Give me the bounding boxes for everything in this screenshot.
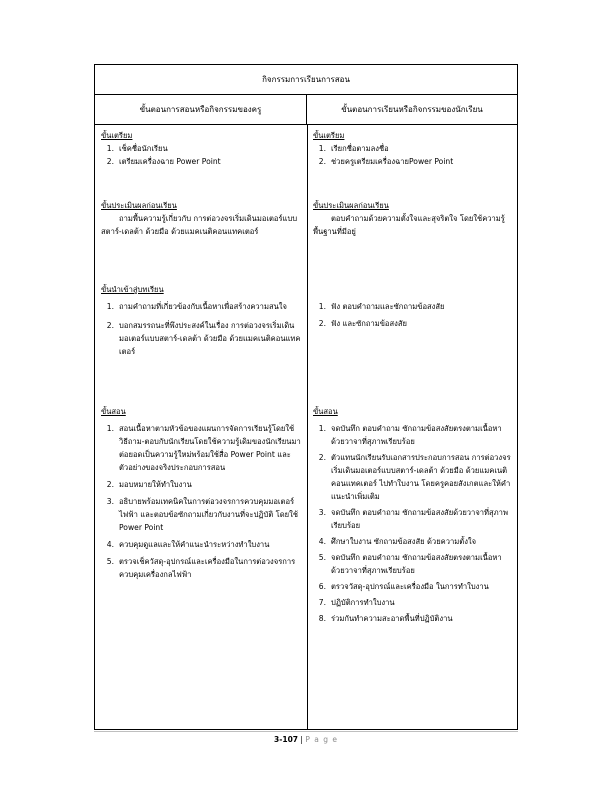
list-item: 2. ช่วยครูเตรียมเครื่องฉายPower Point: [318, 157, 454, 166]
list-item: 2. ฟัง และซักถามข้อสงสัย: [318, 319, 407, 328]
section-title: ขั้นสอน: [313, 407, 338, 416]
list-item: 6. ตรวจวัสดุ-อุปกรณ์และเครื่องมือ ในการทำใบงาน: [318, 582, 489, 591]
section-title: ขั้นประเมินผลก่อนเรียน: [313, 201, 389, 210]
list-item: 1. เช็คชื่อนักเรียน: [106, 144, 168, 153]
list-item: 5. จดบันทึก ตอบคำถาม ซักถามข้อสงสัยตรงตามเนื้อหาด้วยวาจาที่สุภาพเรียบร้อย: [318, 553, 502, 575]
list-item: 1. ฟัง ตอบคำถามและซักถามข้อสงสัย: [318, 302, 445, 311]
list-item: 7. ปฏิบัติการทำใบงาน: [318, 598, 395, 607]
page-number: 3-107: [274, 735, 299, 744]
column-divider: [307, 125, 308, 729]
list-item: 1. สอนเนื้อหาตามหัวข้อของแผนการจัดการเรียนรู้โดยใช้วิธีถาม-ตอบกับนักเรียนโดยใช้ความรู้เดิมของนักเรียนมาต่อยอดเป็นความรู้ใหม่พร้อมใช้สื่อ Power Point และตัวอย่างของจริงประกอบการสอน: [106, 424, 301, 472]
student-column-header: ขั้นตอนการเรียนหรือกิจกรรมของนักเรียน: [307, 95, 517, 125]
list-item: 2. บอกสมรรถนะที่พึงประสงค์ในเรื่อง การต่อวงจรเริ่มเดินมอเตอร์แบบสตาร์-เดลต้า ด้วยมือ ด้วยแมคเนติคอนแทคเตอร์: [106, 321, 301, 356]
lesson-activity-table: [94, 64, 518, 730]
student-teach-section: [313, 405, 511, 625]
list-item: 8. ร่วมกันทำความสะอาดพื้นที่ปฏิบัติงาน: [318, 614, 453, 623]
page-footer: [0, 735, 612, 744]
list-item: 4. ควบคุมดูแลและให้คำแนะนำระหว่างทำใบงาน: [106, 540, 270, 549]
teacher-assess-section: [101, 199, 301, 238]
list-item: 1. เรียกชื่อตามลงชื่อ: [318, 144, 389, 153]
teacher-prep-section: [101, 129, 301, 168]
student-prep-section: [313, 129, 511, 168]
student-intro-section: [313, 300, 511, 330]
section-title: ขั้นเตรียม: [101, 131, 133, 140]
table-title: กิจกรรมการเรียนการสอน: [95, 65, 517, 95]
student-assess-section: [313, 199, 511, 238]
teacher-teach-section: [101, 405, 301, 581]
list-item: 4. ศึกษาใบงาน ซักถามข้อสงสัย ด้วยความตั้งใจ: [318, 537, 477, 546]
list-item: 2. ตัวแทนนักเรียนรับเอกสารประกอบการสอน การต่อวงจรเริ่มเดินมอเตอร์แบบสตาร์-เดลต้า ด้วยมือ ด้วยแมคเนติคอนแทคเตอร์ ไปทำใบงาน โดยครูคอยสังเกตและให้คำแนะนำเพิ่มเติม: [318, 453, 511, 501]
list-item: 1. จดบันทึก ตอบคำถาม ซักถามข้อสงสัยตรงตามเนื้อหาด้วยวาจาที่สุภาพเรียบร้อย: [318, 424, 502, 446]
section-title: ขั้นเตรียม: [313, 131, 345, 140]
section-title: ขั้นนำเข้าสู่บทเรียน: [101, 285, 164, 294]
list-item: 2. มอบหมายให้ทำใบงาน: [106, 480, 192, 489]
paragraph: ถามพื้นความรู้เกี่ยวกับ การต่อวงจรเริ่มเดินมอเตอร์แบบสตาร์-เดลต้า ด้วยมือ ด้วยแมคเนติคอนแทคเตอร์: [101, 214, 298, 236]
footer-separator: |: [300, 735, 303, 744]
list-item: 2. เตรียมเครื่องฉาย Power Point: [106, 157, 221, 166]
footer-rule: [94, 731, 518, 732]
list-item: 1. ถามคำถามที่เกี่ยวข้องกับเนื้อหาเพื่อสร้างความสนใจ: [106, 302, 287, 311]
teacher-intro-section: [101, 283, 301, 358]
list-item: 5. ตรวจเช็ควัสดุ-อุปกรณ์และเครื่องมือในการต่อวงจรการควบคุมเครื่องกลไฟฟ้า: [106, 557, 296, 579]
list-item: 3. จดบันทึก ตอบคำถาม ซักถามข้อสงสัยด้วยวาจาที่สุภาพเรียบร้อย: [318, 508, 508, 530]
page-label: P a g e: [305, 735, 338, 744]
list-item: 3. อธิบายพร้อมเทคนิคในการต่อวงจรการควบคุมมอเตอร์ไฟฟ้า และตอบข้อซักถามเกี่ยวกับงานที่จะปฏิบัติ โดยใช้ Power Point: [106, 497, 298, 532]
teacher-column-header: ขั้นตอนการสอนหรือกิจกรรมของครู: [95, 95, 307, 125]
section-title: ขั้นประเมินผลก่อนเรียน: [101, 201, 177, 210]
paragraph: ตอบคำถามด้วยความตั้งใจและสุจริตใจ โดยใช้ความรู้พื้นฐานที่มีอยู่: [313, 214, 505, 236]
section-title: ขั้นสอน: [101, 407, 126, 416]
